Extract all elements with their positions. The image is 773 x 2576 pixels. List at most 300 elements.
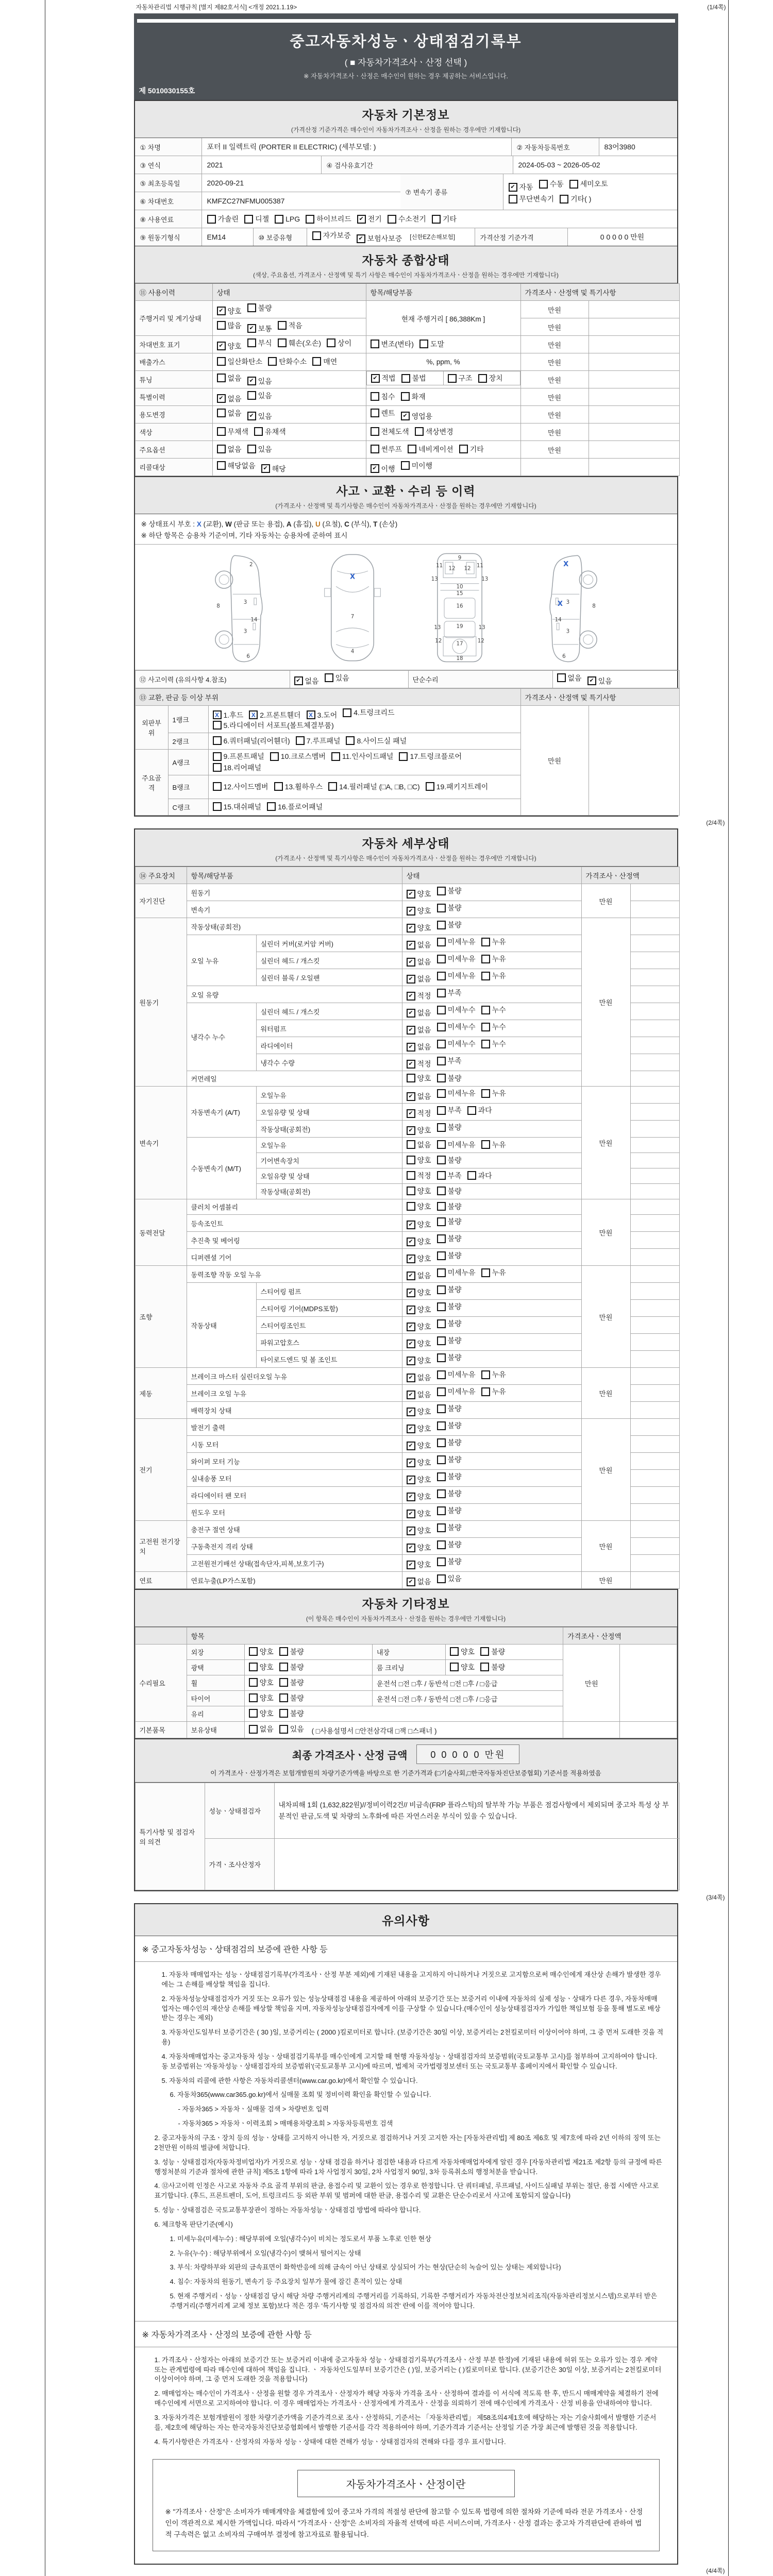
checkbox-option[interactable] bbox=[401, 411, 433, 421]
checkbox-option[interactable] bbox=[481, 954, 506, 964]
appraiser-label: 가격ㆍ조사산정자 bbox=[205, 1839, 274, 1890]
comp-title: 자동차 종합상태 bbox=[362, 253, 450, 267]
checkbox-option[interactable] bbox=[217, 373, 242, 383]
checkbox-option[interactable] bbox=[217, 357, 263, 367]
notes-cell bbox=[589, 301, 679, 318]
checkbox-icon: ✔ bbox=[261, 464, 270, 473]
checkbox-option[interactable] bbox=[407, 1091, 431, 1101]
checkbox-option[interactable] bbox=[407, 889, 431, 899]
checkbox-option[interactable] bbox=[407, 1423, 431, 1434]
checkbox-option[interactable] bbox=[249, 1693, 274, 1703]
checkbox-option[interactable] bbox=[437, 1186, 462, 1196]
checkbox-option[interactable] bbox=[407, 1338, 431, 1349]
checkbox-option[interactable] bbox=[407, 1059, 431, 1069]
checkbox-option[interactable] bbox=[213, 782, 268, 792]
checkbox-option[interactable] bbox=[437, 1352, 462, 1363]
checkbox-icon bbox=[437, 1353, 446, 1362]
notice-item: 4. 특기사항란은 가격조사ㆍ산정자의 자동차 성능ㆍ상태에 대한 견해가 성능ㆍ상태점검자의 견해와 다를 경우 표시합니다. bbox=[154, 2437, 506, 2446]
checkbox-option[interactable] bbox=[448, 373, 473, 383]
checkbox-icon bbox=[207, 215, 216, 224]
price-cell: 만원 bbox=[581, 1199, 630, 1266]
item-label: 변속기 bbox=[187, 901, 402, 918]
checkbox-option[interactable] bbox=[437, 1454, 462, 1465]
checkbox-label: 2.프론트휀더 bbox=[260, 710, 301, 719]
checkbox-option[interactable] bbox=[450, 1647, 475, 1657]
checkbox-option[interactable] bbox=[437, 971, 476, 981]
checkbox-option[interactable] bbox=[268, 357, 307, 367]
checkbox-option[interactable] bbox=[407, 1577, 431, 1587]
notes-cell bbox=[630, 1317, 679, 1334]
checkbox-option[interactable] bbox=[481, 971, 506, 981]
checkbox-option[interactable] bbox=[325, 673, 349, 683]
checkbox-option[interactable] bbox=[481, 1369, 506, 1380]
checkbox-option[interactable] bbox=[371, 392, 395, 402]
checkbox-option[interactable] bbox=[437, 1122, 462, 1132]
checkbox-option[interactable] bbox=[249, 1647, 274, 1657]
checkbox-option[interactable] bbox=[371, 444, 402, 454]
interior-label: 내장 bbox=[372, 1645, 445, 1660]
checkbox-icon: ✔ bbox=[407, 1255, 415, 1263]
checkbox-option[interactable] bbox=[437, 886, 462, 896]
checkbox-option[interactable] bbox=[437, 954, 476, 964]
checkbox-option[interactable] bbox=[328, 782, 420, 792]
notes-cell bbox=[630, 1249, 679, 1266]
checkbox-option[interactable] bbox=[312, 357, 337, 367]
checkbox-option[interactable] bbox=[407, 1008, 431, 1018]
checkbox-option[interactable] bbox=[407, 940, 431, 950]
checkbox-option[interactable] bbox=[279, 1647, 304, 1657]
checkbox-option[interactable] bbox=[407, 1526, 431, 1536]
checkbox-option[interactable] bbox=[207, 214, 239, 224]
checkbox-option[interactable] bbox=[267, 802, 323, 812]
checkbox-label: 해당 bbox=[272, 464, 286, 473]
checkbox-option[interactable] bbox=[437, 1420, 462, 1431]
table-row bbox=[135, 388, 679, 406]
checkbox-icon bbox=[371, 340, 379, 348]
polish-status bbox=[244, 1660, 372, 1675]
checkbox-icon bbox=[437, 989, 446, 997]
checkbox-option[interactable] bbox=[407, 1108, 431, 1118]
checkbox-icon bbox=[557, 673, 566, 682]
checkbox-label: 양호 bbox=[417, 1510, 431, 1518]
checkbox-option[interactable] bbox=[407, 1389, 431, 1400]
checkbox-label: 적정 bbox=[417, 1060, 431, 1068]
checkbox-option[interactable] bbox=[213, 736, 290, 746]
checkbox-option[interactable] bbox=[437, 903, 462, 913]
checkbox-label: 없음 bbox=[227, 445, 242, 453]
checkbox-icon: ✔ bbox=[407, 1408, 415, 1416]
item-label: 윈도우 모터 bbox=[187, 1504, 402, 1521]
checkbox-option[interactable] bbox=[437, 1318, 462, 1329]
checkbox-label: 불량 bbox=[447, 1234, 462, 1243]
checkbox-option[interactable] bbox=[437, 1022, 476, 1032]
checkbox-option[interactable] bbox=[437, 1088, 476, 1098]
checkbox-label: 불량 bbox=[290, 1663, 304, 1671]
checkbox-icon: ✔ bbox=[407, 1578, 415, 1586]
checkbox-option[interactable] bbox=[437, 1369, 476, 1380]
notes-cell bbox=[630, 1168, 679, 1184]
checkbox-label: 유채색 bbox=[265, 427, 286, 436]
checkbox-label: 12.사이드멤버 bbox=[223, 782, 268, 791]
checkbox-option[interactable] bbox=[247, 303, 272, 313]
checkbox-icon bbox=[249, 1709, 258, 1718]
checkbox-option[interactable] bbox=[587, 676, 612, 686]
checkbox-option[interactable] bbox=[407, 1201, 431, 1212]
checkbox-option[interactable] bbox=[407, 1355, 431, 1366]
checkbox-option[interactable] bbox=[481, 1005, 506, 1015]
checkbox-option[interactable] bbox=[407, 1236, 431, 1247]
checkbox-option[interactable] bbox=[407, 991, 431, 1001]
checkbox-icon: ✔ bbox=[371, 464, 379, 473]
checkbox-option[interactable] bbox=[261, 464, 286, 474]
checkbox-option[interactable] bbox=[249, 710, 300, 720]
checkbox-option[interactable] bbox=[437, 1522, 462, 1533]
notes-cell bbox=[630, 1138, 679, 1153]
checkbox-label: 양호 bbox=[417, 1126, 431, 1134]
detail-title: 자동차 세부상태 bbox=[362, 837, 450, 850]
checkbox-option[interactable] bbox=[478, 373, 503, 383]
checkbox-option[interactable] bbox=[437, 1556, 462, 1567]
checkbox-option[interactable] bbox=[437, 1539, 462, 1550]
checkbox-option[interactable] bbox=[279, 1708, 304, 1719]
checkbox-option[interactable] bbox=[331, 751, 394, 761]
checkbox-label: 부족 bbox=[447, 1057, 462, 1065]
checkbox-option[interactable] bbox=[481, 1140, 506, 1150]
item-label: 타이로드엔드 및 볼 조인트 bbox=[256, 1351, 402, 1368]
checkbox-option[interactable] bbox=[437, 1573, 462, 1584]
checkbox-option[interactable] bbox=[217, 394, 242, 404]
checkbox-option[interactable] bbox=[247, 391, 272, 401]
checkbox-option[interactable] bbox=[437, 1073, 462, 1083]
checkbox-option[interactable] bbox=[371, 427, 409, 437]
checkbox-option[interactable] bbox=[437, 1233, 462, 1244]
checkbox-option[interactable] bbox=[426, 782, 489, 792]
checkbox-option[interactable] bbox=[279, 1724, 304, 1734]
checkbox-option[interactable] bbox=[437, 920, 462, 930]
checkbox-label: 양호 bbox=[417, 1527, 431, 1535]
checkbox-label: 불량 bbox=[447, 1489, 462, 1498]
checkbox-option[interactable] bbox=[437, 1005, 476, 1015]
checkbox-option[interactable] bbox=[432, 214, 457, 224]
item-status bbox=[402, 986, 581, 1003]
checkbox-label: 양호 bbox=[417, 1357, 431, 1365]
checkbox-icon: ✔ bbox=[407, 1306, 415, 1314]
checkbox-label: 있음 bbox=[598, 676, 612, 685]
checkbox-option[interactable] bbox=[279, 1693, 304, 1703]
comp-note: (색상, 주요옵션, 가격조사ㆍ산정액 및 특기 사항은 매수인이 자동차가격조사ㆍ산정을 원하는 경우에만 기재합니다) bbox=[253, 272, 559, 279]
checkbox-option[interactable] bbox=[569, 179, 608, 189]
checkbox-option[interactable] bbox=[407, 1509, 431, 1519]
checkbox-option[interactable] bbox=[296, 736, 341, 746]
checkbox-option[interactable] bbox=[357, 233, 402, 244]
checkbox-option[interactable] bbox=[407, 1140, 431, 1150]
item-status bbox=[402, 1104, 581, 1121]
checkbox-option[interactable] bbox=[481, 1022, 506, 1032]
checkbox-option[interactable] bbox=[437, 1171, 462, 1181]
item-group-label: 냉각수 누수 bbox=[187, 1003, 256, 1071]
checkbox-icon bbox=[388, 215, 396, 224]
checkbox-option[interactable] bbox=[437, 1267, 476, 1278]
checkbox-option[interactable] bbox=[407, 1253, 431, 1264]
checkbox-option[interactable] bbox=[459, 444, 484, 454]
checkbox-option[interactable] bbox=[407, 1321, 431, 1332]
regulation-text: 자동차관리법 시행규칙 [별지 제82호서식] <개정 2021.1.19> bbox=[136, 4, 297, 11]
checkbox-label: 불법 bbox=[412, 374, 426, 382]
checkbox-option[interactable] bbox=[247, 338, 272, 348]
checkbox-option[interactable] bbox=[279, 1662, 304, 1672]
checkbox-option[interactable] bbox=[407, 1560, 431, 1570]
checkbox-option[interactable] bbox=[357, 214, 382, 224]
checkbox-option[interactable] bbox=[437, 1250, 462, 1261]
checkbox-option[interactable] bbox=[407, 1171, 431, 1181]
checkbox-option[interactable] bbox=[213, 720, 334, 731]
checkbox-option[interactable] bbox=[437, 988, 462, 998]
checkbox-option[interactable] bbox=[437, 937, 476, 947]
checkbox-option[interactable] bbox=[217, 408, 242, 418]
checkbox-option[interactable] bbox=[467, 1105, 492, 1115]
checkbox-option[interactable] bbox=[437, 1301, 462, 1312]
recall-status bbox=[212, 459, 366, 476]
checkbox-label: 불량 bbox=[447, 1472, 462, 1481]
checkbox-option[interactable] bbox=[254, 427, 286, 437]
checkbox-option[interactable] bbox=[407, 1475, 431, 1485]
checkbox-option[interactable] bbox=[247, 376, 272, 386]
checkbox-option[interactable] bbox=[407, 1219, 431, 1230]
checkbox-option[interactable] bbox=[437, 1039, 476, 1049]
tire-positions: 운전석 □전 □후 / 동반석 □전 □후 / □응급 bbox=[372, 1691, 563, 1706]
item-status bbox=[402, 1138, 581, 1153]
item-label: 배력장치 상태 bbox=[187, 1402, 402, 1419]
notice-item: 1. 미세누유(미세누수) : 해당부위에 오일(냉각수)이 비치는 정도로서 부품 노후로 인한 현상 bbox=[170, 2234, 431, 2243]
checkbox-option[interactable] bbox=[346, 736, 407, 746]
checkbox-label: 11.인사이드패널 bbox=[342, 752, 394, 760]
checkbox-option[interactable] bbox=[509, 194, 554, 204]
checkbox-option[interactable] bbox=[407, 1125, 431, 1136]
checkbox-option[interactable] bbox=[407, 1406, 431, 1417]
checkbox-option[interactable] bbox=[278, 338, 321, 348]
checkbox-label: 과다 bbox=[478, 1106, 492, 1114]
checkbox-option[interactable] bbox=[481, 937, 506, 947]
checkbox-option[interactable] bbox=[401, 373, 426, 383]
checkbox-option[interactable] bbox=[481, 1088, 506, 1098]
checkbox-option[interactable] bbox=[407, 1155, 431, 1165]
checkbox-icon bbox=[437, 972, 446, 980]
checkbox-option[interactable] bbox=[437, 1403, 462, 1414]
checkbox-option[interactable] bbox=[247, 444, 272, 454]
checkbox-label: 불량 bbox=[447, 1319, 462, 1328]
checkbox-icon: ✔ bbox=[407, 1374, 415, 1382]
checkbox-option[interactable] bbox=[279, 1677, 304, 1688]
checkbox-option[interactable] bbox=[217, 427, 249, 437]
transmission-options bbox=[503, 174, 677, 210]
notice-heading-2: ※ 자동차가격조사ㆍ산정의 보증에 관한 사항 등 bbox=[135, 2321, 677, 2347]
exchange-row bbox=[135, 706, 679, 733]
checkbox-option[interactable] bbox=[307, 710, 338, 720]
price-cell: 만원 bbox=[581, 1368, 630, 1419]
checkbox-option[interactable] bbox=[437, 1216, 462, 1227]
checkbox-option[interactable] bbox=[217, 306, 242, 316]
vin-mark-item bbox=[366, 336, 520, 353]
checkbox-option[interactable] bbox=[249, 1724, 274, 1734]
checkbox-option[interactable] bbox=[407, 1270, 431, 1281]
checkbox-option[interactable] bbox=[437, 1335, 462, 1346]
notice-item: 1. 자동차 매매업자는 성능ㆍ상태점검기록부(가격조사ㆍ산정 부분 제외)에 기재된 내용을 고지하지 아니하거나 거짓으로 고지함으로써 매수인에게 재산상 손해가 발생한 경우에는 그 손해를 배상할 책임을 집니다. bbox=[161, 1971, 661, 1988]
notes-cell bbox=[630, 1054, 679, 1071]
options-item bbox=[366, 441, 520, 459]
checkbox-option[interactable] bbox=[278, 320, 303, 331]
checkbox-icon: ✔ bbox=[407, 941, 415, 950]
checkbox-option[interactable] bbox=[437, 1505, 462, 1516]
x-mark-checkbox-icon bbox=[426, 782, 434, 791]
checkbox-option[interactable] bbox=[247, 411, 272, 421]
checkbox-icon: ✔ bbox=[407, 1391, 415, 1399]
checkbox-label: 누유 bbox=[492, 1370, 506, 1379]
x-mark-checkbox-icon bbox=[213, 802, 222, 811]
item-status bbox=[402, 1538, 581, 1555]
checkbox-option[interactable] bbox=[509, 182, 533, 192]
checkbox-option[interactable] bbox=[480, 1647, 505, 1657]
checkbox-option[interactable] bbox=[481, 1386, 506, 1397]
checkbox-label: 과다 bbox=[478, 1171, 492, 1180]
checkbox-option[interactable] bbox=[437, 1155, 462, 1165]
checkbox-label: 없음 bbox=[567, 673, 582, 682]
checkbox-option[interactable] bbox=[249, 1662, 274, 1672]
checkbox-label: 양호 bbox=[417, 1221, 431, 1229]
price-cell: 만원 bbox=[520, 371, 589, 388]
emission-values: %, ppm, % bbox=[366, 353, 520, 371]
checkbox-option[interactable] bbox=[247, 324, 272, 334]
x-mark-checkbox-icon bbox=[213, 752, 222, 761]
checkbox-option[interactable] bbox=[217, 444, 242, 454]
checkbox-option[interactable] bbox=[437, 1471, 462, 1482]
checkbox-option[interactable] bbox=[327, 338, 351, 348]
checkbox-option[interactable] bbox=[407, 923, 431, 933]
checkbox-option[interactable] bbox=[371, 408, 395, 418]
checkbox-option[interactable] bbox=[312, 230, 351, 241]
checkbox-option[interactable] bbox=[407, 1025, 431, 1035]
checkbox-icon: ✔ bbox=[407, 1510, 415, 1518]
checkbox-option[interactable] bbox=[557, 673, 582, 683]
checkbox-option[interactable] bbox=[437, 1284, 462, 1295]
price-cell: 만원 bbox=[581, 1087, 630, 1199]
checkbox-option[interactable] bbox=[437, 1105, 462, 1115]
checkbox-icon bbox=[371, 427, 379, 436]
table-row bbox=[135, 301, 679, 318]
checkbox-option[interactable] bbox=[437, 1437, 462, 1448]
checkbox-option[interactable] bbox=[407, 1042, 431, 1052]
checkbox-option[interactable] bbox=[407, 974, 431, 984]
checkbox-option[interactable] bbox=[371, 339, 414, 349]
checkbox-option[interactable] bbox=[437, 1201, 462, 1212]
checkbox-option[interactable] bbox=[407, 957, 431, 967]
checkbox-label: 수동 bbox=[549, 180, 564, 189]
legend-note: ※ 하단 항목은 승용차 기준이며, 기타 자동차는 승용차에 준하여 표시 bbox=[135, 530, 677, 545]
checkbox-option[interactable] bbox=[294, 676, 319, 686]
checkbox-option[interactable] bbox=[407, 1458, 431, 1468]
checkbox-option[interactable] bbox=[437, 1488, 462, 1499]
checkbox-option[interactable] bbox=[539, 179, 564, 189]
checkbox-label: 1.후드 bbox=[223, 710, 244, 719]
checkbox-option[interactable] bbox=[244, 214, 269, 224]
checkbox-option[interactable] bbox=[270, 751, 326, 761]
checkbox-option[interactable] bbox=[450, 1662, 475, 1672]
checkbox-option[interactable] bbox=[407, 1304, 431, 1315]
transmission-checks-1 bbox=[509, 179, 614, 192]
notice-heading-1: ※ 중고자동차성능ㆍ상태점검의 보증에 관한 사항 등 bbox=[135, 1936, 677, 1962]
checkbox-label: 미세누수 bbox=[447, 1023, 476, 1031]
checkbox-option[interactable] bbox=[217, 341, 242, 351]
checkbox-option[interactable] bbox=[371, 464, 395, 474]
checkbox-option[interactable] bbox=[213, 710, 244, 720]
checkbox-option[interactable] bbox=[217, 461, 256, 471]
checkbox-label: 14.필러패널 (□A, □B, □C) bbox=[339, 782, 420, 791]
checkbox-label: 양호 bbox=[417, 1238, 431, 1246]
checkbox-option[interactable] bbox=[481, 1267, 506, 1278]
item-label: 스티어링조인트 bbox=[256, 1317, 402, 1334]
checkbox-option[interactable] bbox=[407, 1543, 431, 1553]
checkbox-option[interactable] bbox=[213, 802, 262, 812]
checkbox-option[interactable] bbox=[560, 194, 591, 204]
checkbox-option[interactable] bbox=[407, 906, 431, 916]
notice-item: 5. 현재 주행거리ㆍ성능ㆍ상태점검 당시 해당 차량 주행거리계의 주행거리를 기록하되, 기록한 주행거리가 자동차전산정보처리조직(자동차관리정보시스템)으로부터 받은 주행거리(주행거리계 교체 정보 포함)보다 적은 경우 '특기사항 및 점검자의 의견' 란에 이를 적어야 합니다. bbox=[170, 2292, 658, 2310]
checkbox-option[interactable] bbox=[401, 461, 433, 471]
checkbox-option[interactable] bbox=[408, 444, 453, 454]
checkbox-option[interactable] bbox=[480, 1662, 505, 1672]
checkbox-option[interactable] bbox=[437, 1386, 476, 1397]
item-status bbox=[402, 1419, 581, 1436]
checkbox-label: 양호 bbox=[227, 307, 242, 315]
checkbox-option[interactable] bbox=[437, 1140, 476, 1150]
legend-mark-label: (판금 또는 용접), bbox=[231, 520, 287, 528]
checkbox-option[interactable] bbox=[401, 392, 426, 402]
checkbox-option[interactable] bbox=[249, 1708, 274, 1719]
checkbox-option[interactable] bbox=[407, 1492, 431, 1502]
checkbox-option[interactable] bbox=[407, 1186, 431, 1196]
item-status bbox=[402, 1232, 581, 1249]
checkbox-option[interactable] bbox=[407, 1287, 431, 1298]
checkbox-option[interactable] bbox=[407, 1073, 431, 1083]
checkbox-option[interactable] bbox=[419, 339, 444, 349]
checkbox-option[interactable] bbox=[407, 1372, 431, 1383]
vin-mark-label: 차대번호 표기 bbox=[135, 336, 212, 353]
item-status bbox=[402, 1071, 581, 1087]
item-status bbox=[402, 1168, 581, 1184]
detail-row bbox=[135, 1087, 679, 1104]
checkbox-option[interactable] bbox=[343, 707, 394, 718]
checkbox-option[interactable] bbox=[249, 1677, 274, 1688]
checkbox-option[interactable] bbox=[306, 214, 351, 224]
checkbox-option[interactable] bbox=[437, 1056, 462, 1066]
checkbox-option[interactable] bbox=[213, 751, 264, 761]
checkbox-option[interactable] bbox=[217, 320, 242, 331]
checkbox-option[interactable] bbox=[481, 1039, 506, 1049]
checkbox-option[interactable] bbox=[407, 1440, 431, 1451]
notes-cell bbox=[630, 1037, 679, 1054]
checkbox-option[interactable] bbox=[275, 215, 300, 224]
checkbox-option[interactable] bbox=[274, 782, 323, 792]
checkbox-option[interactable] bbox=[213, 762, 262, 773]
checkbox-option[interactable] bbox=[415, 427, 453, 437]
checkbox-option[interactable] bbox=[399, 751, 462, 761]
checkbox-option[interactable] bbox=[371, 373, 396, 383]
checkbox-option[interactable] bbox=[467, 1171, 492, 1181]
notice-item: 3. 부식: 차량하부와 외판의 금속표면이 화학반응에 의해 금속이 아닌 상태로 상실되어 가는 현상(단순히 녹슬어 있는 상태는 제외합니다) bbox=[170, 2263, 561, 2272]
price-definition-title: 자동차가격조사ㆍ산정이란 bbox=[297, 2470, 515, 2497]
notes-cell bbox=[620, 1645, 677, 1722]
checkbox-option[interactable] bbox=[388, 214, 426, 224]
price-cell: 만원 bbox=[520, 406, 589, 423]
notes-cell bbox=[630, 1555, 679, 1572]
